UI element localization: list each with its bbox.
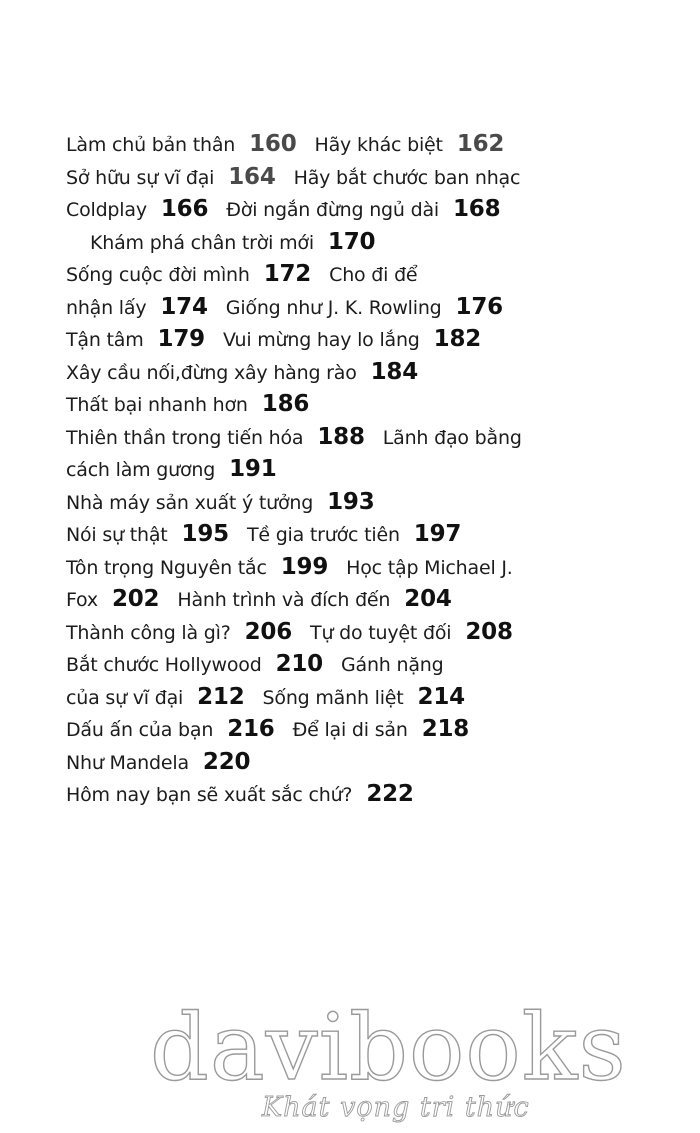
toc-page-number: 199 [280,553,329,580]
toc-entry-title: Sống mãnh liệt [262,686,404,709]
toc-page-number: 202 [111,586,160,612]
toc-entry-title: Thất bại nhanh hơn [66,394,248,416]
toc-page-number: 206 [244,618,293,645]
toc-line [66,356,626,389]
brand-name: davibooks [150,994,627,1101]
toc-entry-title: Dấu ấn của bạn [66,719,214,741]
toc-line [66,388,626,421]
toc-entry-title: Nói sự thật [66,524,168,546]
toc-entry-title: Hành trình và đích đến [177,589,391,611]
toc-page-number: 184 [370,358,419,385]
toc-line [66,258,626,291]
toc-line [66,681,626,714]
toc-entry-title: Cho đi để [329,264,418,286]
toc-page-number: 160 [249,131,297,157]
publisher-watermark [150,994,627,1123]
toc-line [66,323,626,356]
toc-entry-title: Vui mừng hay lo lắng [222,329,420,351]
toc-entry-title: Coldplay [66,199,147,221]
toc-line [66,551,626,584]
toc-line [66,453,626,486]
toc-page-number: 197 [413,521,462,547]
toc-entry-title: Khám phá chân trời mới [90,231,314,254]
toc-entry-title: Hôm nay bạn sẽ xuất sắc chứ? [66,784,353,806]
toc-line [66,746,626,779]
toc-line [66,486,626,519]
toc-entry-title: Tôn trọng Nguyên tắc [66,556,267,579]
toc-entry-title: Bắt chước Hollywood [66,654,262,676]
toc-page-number: 193 [327,488,375,515]
toc-page-number: 191 [229,456,277,482]
toc-entry-title: Sống cuộc đời mình [66,264,250,286]
toc-page-number: 186 [261,391,310,417]
toc-entry-title: Sở hữu sự vĩ đại [66,166,215,189]
toc-page-number: 218 [421,716,470,742]
toc-entry-title: Gánh nặng [341,654,444,676]
toc-entry-title: Học tập Michael J. [346,556,513,579]
brand-tagline: Khát vọng tri thức [262,1092,530,1123]
toc-entry-title: Thành công là gì? [66,621,231,644]
toc-entry-title: Hãy khác biệt [314,134,443,156]
toc-entry-title: Để lại di sản [292,719,408,741]
toc-entry-title: Xây cầu nối,đừng xây hàng rào [66,361,357,384]
toc-line [66,713,626,746]
toc-page-number: 222 [366,781,414,807]
toc-page-number: 176 [455,293,503,320]
toc-page-number: 164 [228,163,276,190]
toc-page-number: 172 [263,261,312,287]
toc-page-number: 208 [465,618,513,645]
toc-line [66,648,626,681]
toc-entry-title: Làm chủ bản thân [66,134,236,156]
toc-page-number: 220 [202,748,251,775]
toc-entry-title: Tề gia trước tiên [246,524,400,546]
toc-entry-title: Fox [66,589,98,611]
toc-entry-title: Giống như J. K. Rowling [225,296,442,319]
toc-line [66,778,626,811]
toc-page-number: 168 [453,196,501,222]
toc-line [66,291,626,324]
toc-page-number: 214 [417,683,465,710]
toc-entry-title: Tận tâm [66,329,144,351]
toc-page-number: 179 [157,326,205,352]
toc-page-number: 174 [160,293,208,320]
toc-page-number: 210 [275,651,323,677]
toc-line [66,161,626,194]
toc-page-number: 204 [404,586,452,612]
toc-entry-title: cách làm gương [66,459,216,481]
toc-entry-title: Tự do tuyệt đối [310,621,452,644]
toc-entry-title: Nhà máy sản xuất ý tưởng [66,491,314,514]
toc-line [66,193,626,226]
toc-page-number: 195 [181,521,229,547]
toc-entry-title: của sự vĩ đại [66,686,184,709]
toc-page-number: 162 [456,131,505,157]
table-of-contents [66,128,626,811]
toc-line [66,583,626,616]
toc-line [66,421,626,454]
toc-page-number: 216 [227,716,275,742]
toc-page-number: 166 [160,196,209,222]
toc-entry-title: Như Mandela [66,751,189,774]
toc-page-number: 212 [197,683,245,710]
toc-page-number: 170 [327,228,376,255]
toc-entry-title: Đời ngắn đừng ngủ dài [226,199,439,221]
toc-entry-title: Hãy bắt chước ban nhạc [293,166,521,189]
toc-entry-title: Thiên thần trong tiến hóa [66,426,304,449]
toc-line [66,518,626,551]
toc-line [66,226,626,259]
toc-entry-title: Lãnh đạo bằng [382,426,522,449]
toc-line [66,616,626,649]
toc-entry-title: nhận lấy [66,296,147,319]
toc-line [66,128,626,161]
toc-page-number: 182 [433,326,482,352]
toc-page-number: 188 [317,423,365,450]
